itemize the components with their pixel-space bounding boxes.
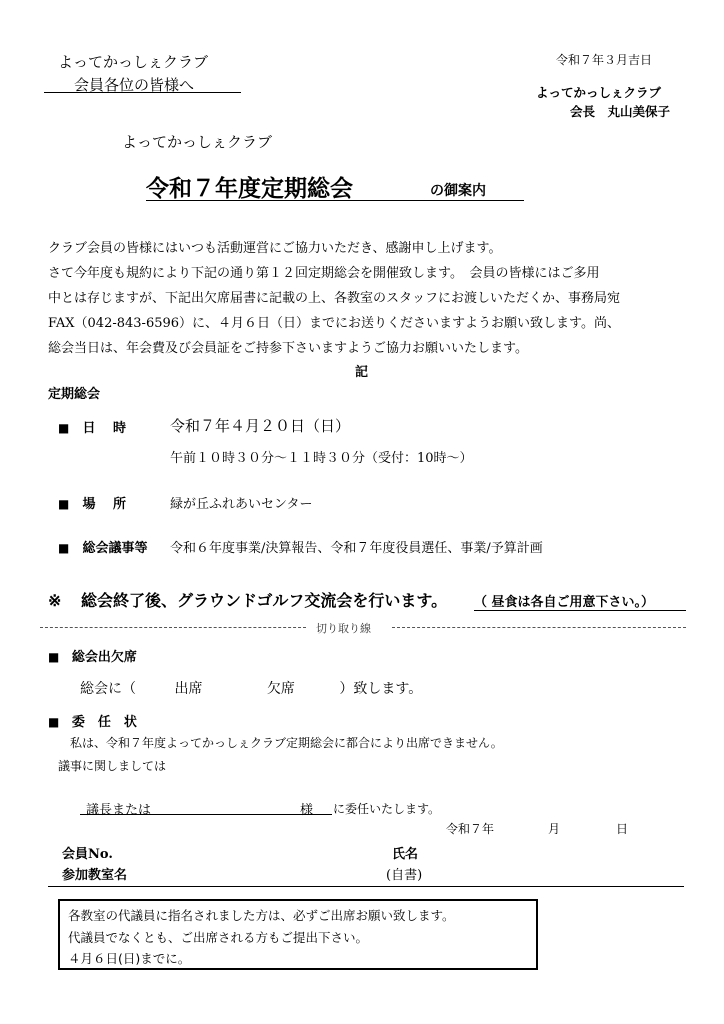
form-divider [48, 886, 684, 887]
agenda-label: 総会議事等 [82, 541, 148, 556]
date-value: 令和７年４月２０日（日） [170, 417, 351, 435]
info-box [58, 899, 538, 970]
attendance-row [80, 678, 422, 698]
sender-chair: 会長 丸山美保子 [570, 104, 671, 119]
proxy-text-2: 議事に関しましては [58, 759, 167, 773]
member-no-label: 会員No. [62, 847, 113, 862]
form-date-era: 令和７年 [446, 822, 495, 836]
name-label: 氏名 [392, 847, 419, 862]
paragraph-line-3: FAX（042-843-6596）に、４月６日（日）までにお送りくださいますようお願い致します。尚、 [48, 316, 620, 331]
delegate-prefix: 議長または [86, 803, 152, 818]
place-value: 緑が丘ふれあいセンター [170, 497, 313, 512]
details-heading: 定期総会 [48, 387, 101, 402]
bullet-square-icon: ■ [48, 650, 60, 664]
proxy-label: 委 任 状 [71, 715, 137, 730]
absent-option[interactable]: 欠席 [266, 681, 295, 697]
bullet-square-icon: ■ [58, 497, 70, 511]
delegate-suffix: に委任いたします。 [333, 802, 441, 816]
form-month: 月 [548, 822, 561, 836]
detail-row-agenda [58, 537, 147, 556]
proxy-text: 私は、令和７年度よってかっしぇクラブ定期総会に都合により出席できません。 [70, 736, 503, 750]
attendance-heading [48, 646, 137, 665]
date-label: 日 時 [82, 421, 126, 436]
attendance-prefix: 総会に（ [80, 681, 136, 697]
note-paren: （ 昼食は各自ご用意下さい。） [474, 595, 655, 610]
place-label: 場 所 [82, 497, 126, 512]
bullet-square-icon: ■ [58, 541, 70, 555]
addressee-org: よってかっしぇクラブ [58, 53, 209, 71]
title-underline [146, 200, 524, 201]
delegate-name-field[interactable] [80, 814, 332, 815]
note-paren-underline [474, 610, 686, 611]
note-mark: ※ [48, 591, 62, 610]
info-line-2: 代議員でなくとも、ご出席される方もご提出下さい。 [68, 930, 369, 945]
bullet-square-icon: ■ [58, 421, 70, 435]
club-name: よってかっしぇクラブ [122, 133, 273, 151]
cut-line-left [40, 627, 306, 628]
form-day: 日 [616, 822, 629, 836]
bullet-square-icon: ■ [48, 715, 60, 729]
agenda-value: 令和６年度事業/決算報告、令和７年度役員選任、事業/予算計画 [170, 541, 543, 556]
info-line-1: 各教室の代議員に指名されました方は、必ずご出席お願い致します。 [68, 908, 455, 923]
paragraph-line-1: さて今年度も規約により下記の通り第１２回定期総会を開催致します。 会員の皆様にはご多用 [48, 266, 600, 281]
cut-line-right [392, 627, 686, 628]
addressee-underline [44, 92, 241, 93]
addressee: 会員各位の皆様へ [74, 76, 195, 94]
issue-date: 令和７年３月吉日 [556, 53, 653, 67]
signature-label: (自書) [386, 868, 423, 883]
paragraph-line-2: 中とは存じますが、下記出欠席届書に記載の上、各教室のスタッフにお渡しいただくか、事務局宛 [48, 291, 621, 306]
detail-row-date [58, 417, 126, 436]
proxy-heading [48, 711, 137, 730]
sender-org: よってかっしぇクラブ [536, 85, 662, 100]
delegate-sama: 様 [300, 803, 314, 818]
note-text: 総会終了後、グラウンドゴルフ交流会を行います。 [80, 591, 448, 610]
note-line [48, 588, 447, 611]
attendance-suffix: ）致します。 [339, 681, 423, 697]
paragraph-line-4: 総会当日は、年会費及び会員証をご持参下さいますようご協力お願いいたします。 [48, 341, 528, 356]
event-title-suffix: の御案内 [430, 183, 486, 199]
detail-row-place [58, 493, 126, 512]
cut-label: 切り取り線 [316, 622, 371, 635]
ki-marker: 記 [355, 365, 369, 380]
classroom-label: 参加教室名 [62, 868, 128, 883]
attend-option[interactable]: 出席 [174, 681, 203, 697]
time-value: 午前１０時３０分～１１時３０分（受付：10時～） [170, 451, 473, 466]
attendance-label: 総会出欠席 [71, 650, 137, 665]
event-title: 令和７年度定期総会 [146, 176, 353, 202]
info-line-3: ４月６日(日)までに。 [68, 951, 191, 966]
paragraph-greeting: クラブ会員の皆様にはいつも活動運営にご協力いただき、感謝申し上げます。 [48, 241, 502, 256]
